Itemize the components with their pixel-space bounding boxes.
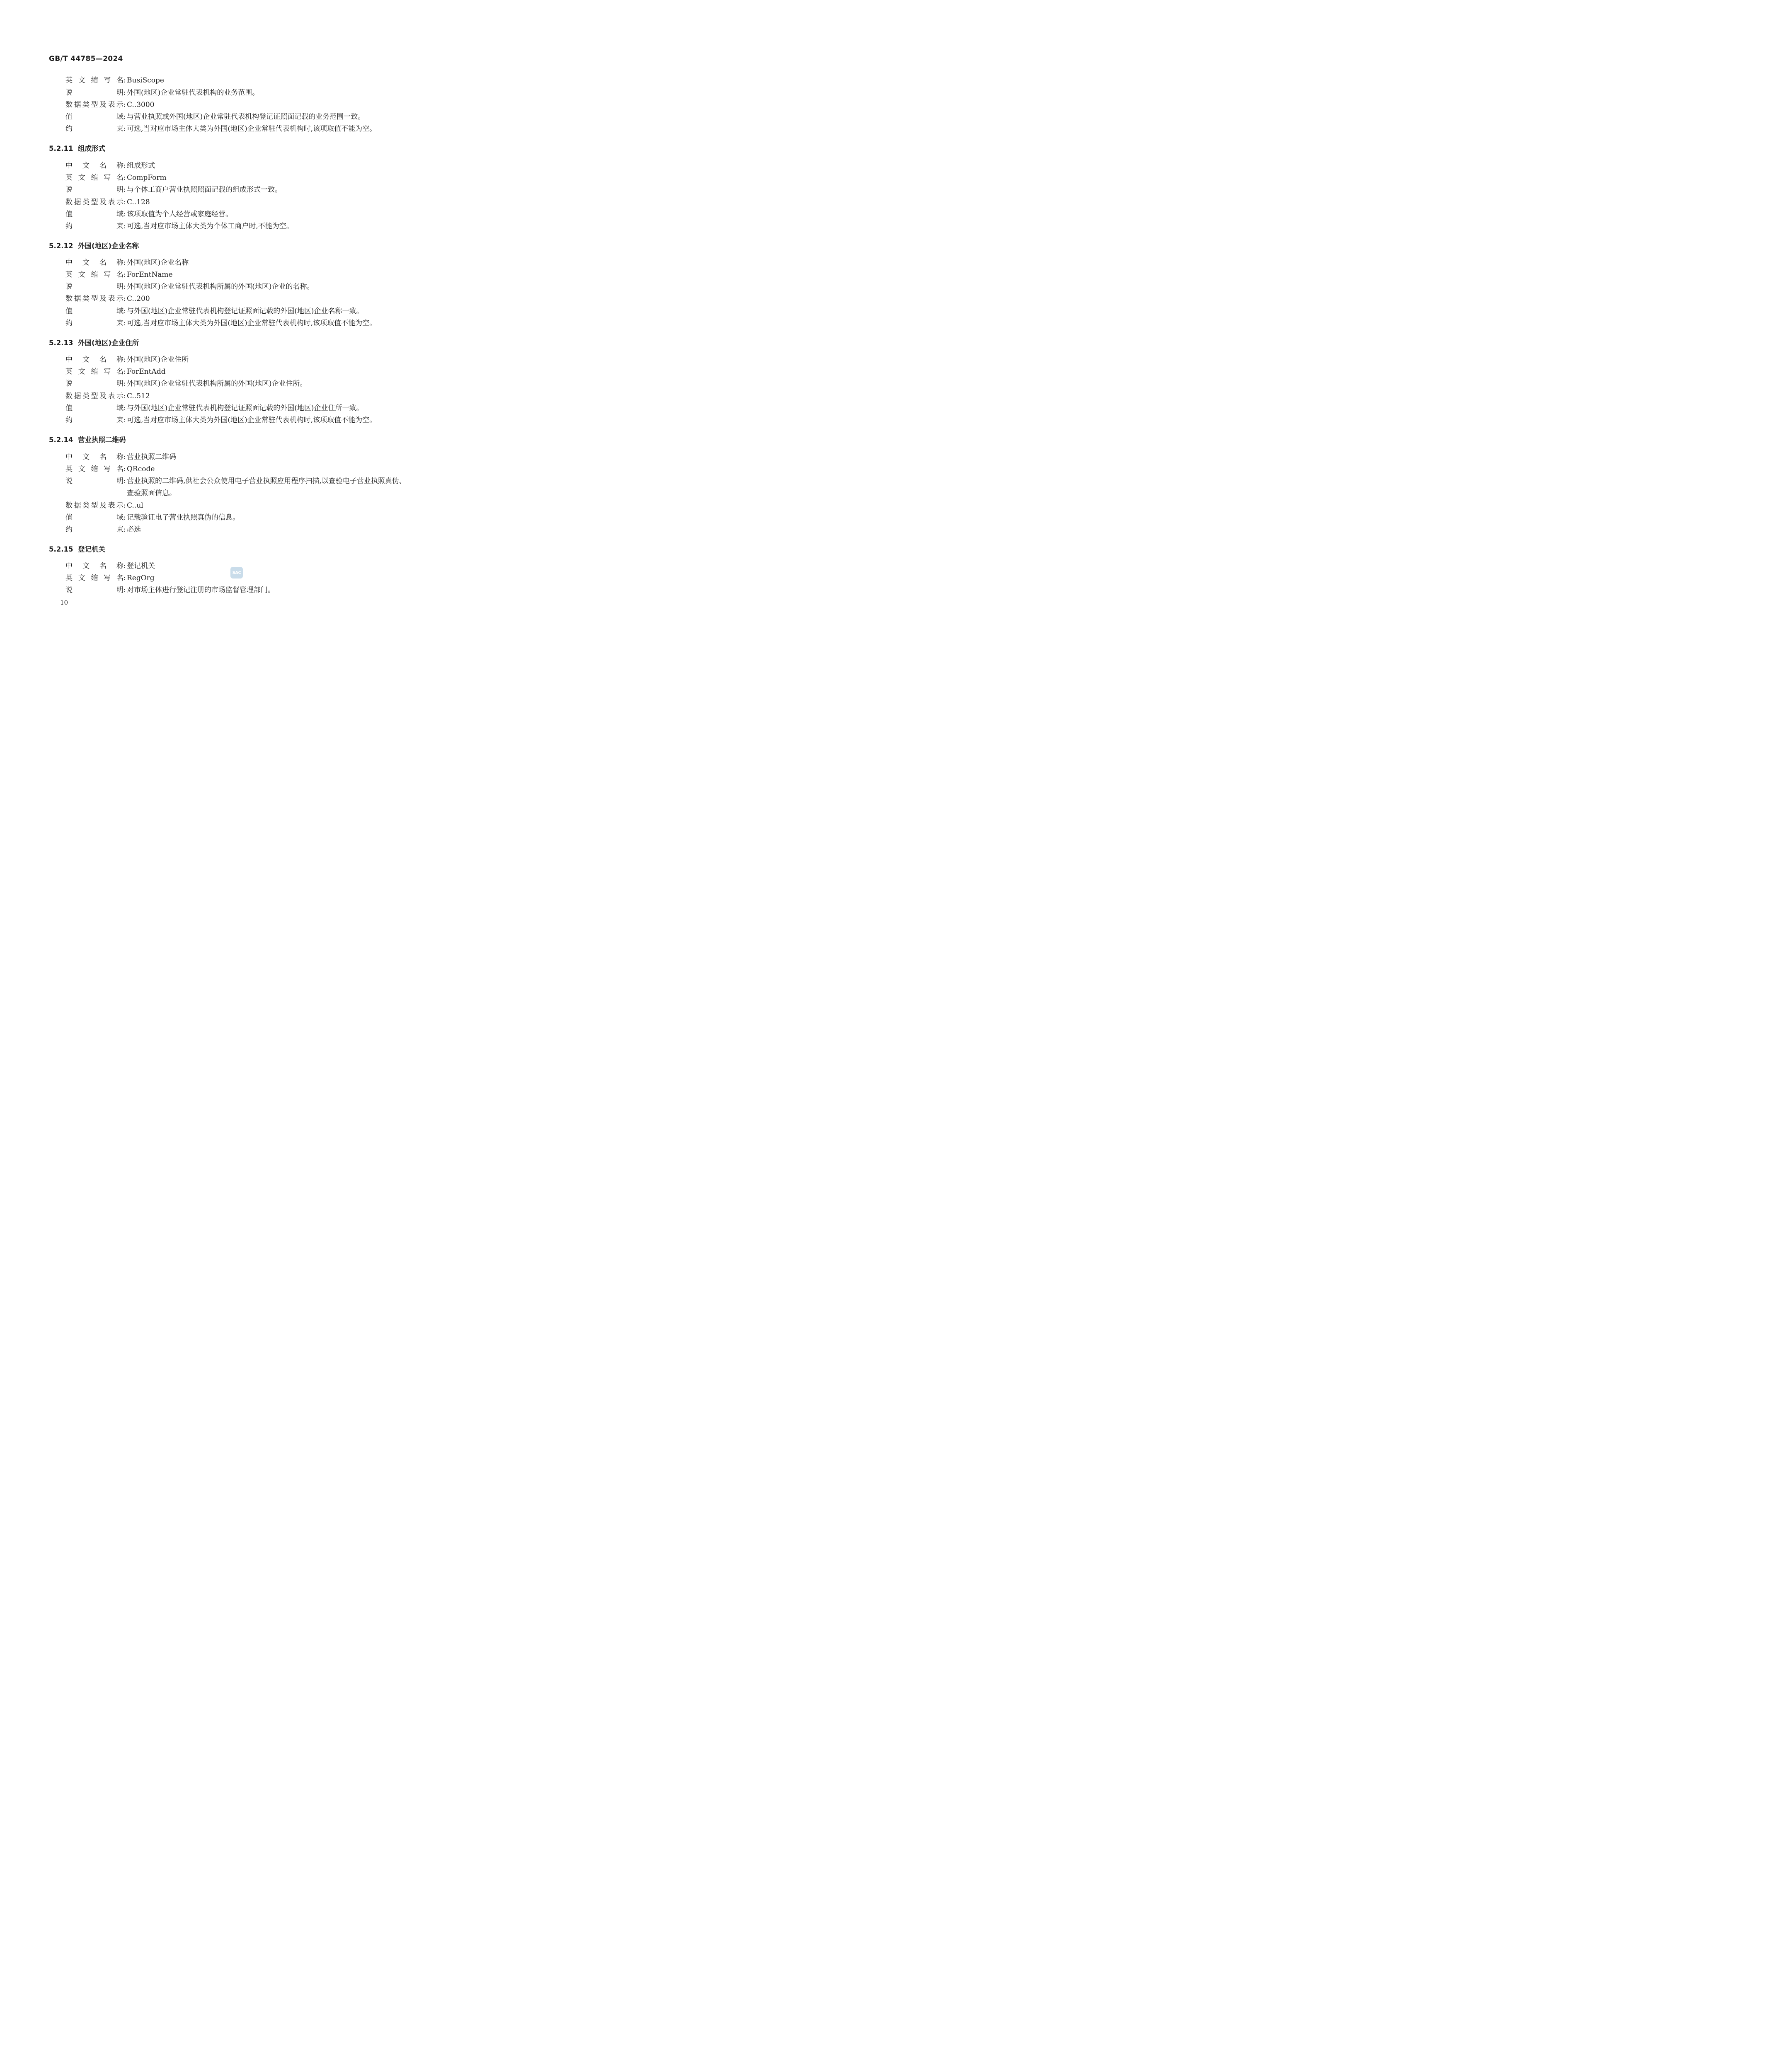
field-label-char: 文 bbox=[82, 453, 90, 461]
field-label-char: 数 bbox=[65, 101, 73, 109]
field-label-char: 类 bbox=[82, 501, 90, 510]
field-label-char: 及 bbox=[99, 198, 107, 206]
field-label-char: 束 bbox=[116, 125, 124, 133]
field-label-char: 文 bbox=[82, 162, 90, 170]
field-colon: : bbox=[124, 513, 126, 522]
field-label-char: 缩 bbox=[91, 368, 98, 376]
field-label-char: 写 bbox=[104, 465, 111, 473]
field-label-char: 文 bbox=[78, 174, 85, 182]
field-label-char: 约 bbox=[65, 525, 73, 534]
field-label-char: 类 bbox=[82, 198, 90, 206]
field-label-char: 明 bbox=[116, 89, 124, 97]
field-label-char: 值 bbox=[65, 113, 73, 121]
section-title: 营业执照二维码 bbox=[78, 436, 126, 444]
section-number: 5.2.14 bbox=[49, 436, 73, 444]
section-heading bbox=[49, 337, 139, 347]
field-value: C..3000 bbox=[127, 101, 155, 109]
field-colon: : bbox=[124, 186, 126, 194]
field-label-char: 称 bbox=[116, 356, 124, 364]
field-label-char: 缩 bbox=[91, 574, 98, 582]
field-colon: : bbox=[124, 295, 126, 303]
field-row bbox=[65, 390, 409, 402]
field-label-char: 英 bbox=[65, 271, 73, 279]
field-row bbox=[65, 196, 409, 208]
field-colon: : bbox=[124, 210, 126, 218]
field-label bbox=[65, 111, 124, 123]
field-value: C..ul bbox=[127, 501, 143, 510]
field-row bbox=[65, 463, 409, 475]
field-label-char: 表 bbox=[108, 295, 115, 303]
field-label bbox=[65, 451, 124, 463]
field-row bbox=[65, 75, 409, 87]
field-row bbox=[65, 123, 409, 135]
field-label bbox=[65, 208, 124, 220]
section-heading bbox=[49, 240, 139, 250]
field-label-char: 名 bbox=[116, 271, 124, 279]
field-label bbox=[65, 500, 124, 512]
field-label-char: 表 bbox=[108, 392, 115, 400]
field-value: 对市场主体进行登记注册的市场监督管理部门。 bbox=[127, 586, 275, 594]
field-label-char: 示 bbox=[116, 198, 124, 206]
field-label-char: 中 bbox=[65, 453, 73, 461]
field-label-char: 文 bbox=[82, 562, 90, 570]
field-row bbox=[65, 584, 409, 596]
field-label bbox=[65, 512, 124, 524]
field-label bbox=[65, 196, 124, 208]
field-value: 与外国(地区)企业常驻代表机构登记证照面记载的外国(地区)企业名称一致。 bbox=[127, 307, 363, 315]
field-value: QRcode bbox=[127, 465, 155, 473]
field-label bbox=[65, 123, 124, 135]
field-label-char: 约 bbox=[65, 125, 73, 133]
field-label-char: 据 bbox=[74, 101, 81, 109]
field-label-char: 域 bbox=[116, 210, 124, 218]
field-label bbox=[65, 414, 124, 426]
field-label-char: 文 bbox=[78, 368, 85, 376]
field-label-char: 明 bbox=[116, 186, 124, 194]
field-colon: : bbox=[124, 477, 126, 485]
field-row bbox=[65, 451, 409, 463]
field-label bbox=[65, 75, 124, 87]
field-label-char: 名 bbox=[99, 562, 107, 570]
field-label-char: 示 bbox=[116, 101, 124, 109]
field-label-char: 据 bbox=[74, 392, 81, 400]
field-label bbox=[65, 172, 124, 184]
field-label bbox=[65, 87, 124, 99]
field-label-char: 说 bbox=[65, 380, 73, 388]
field-value: 可选,当对应市场主体大类为外国(地区)企业常驻代表机构时,该项取值不能为空。 bbox=[127, 125, 377, 133]
field-label bbox=[65, 257, 124, 269]
field-label-char: 写 bbox=[104, 574, 111, 582]
field-label-char: 及 bbox=[99, 392, 107, 400]
field-value: 外国(地区)企业常驻代表机构的业务范围。 bbox=[127, 89, 259, 97]
field-value: 外国(地区)企业名称 bbox=[127, 259, 189, 267]
field-label-char: 英 bbox=[65, 574, 73, 582]
field-label-char: 示 bbox=[116, 392, 124, 400]
field-label bbox=[65, 281, 124, 293]
field-value: 记载验证电子营业执照真伪的信息。 bbox=[127, 513, 240, 522]
field-colon: : bbox=[124, 416, 126, 424]
field-label-char: 名 bbox=[116, 465, 124, 473]
field-colon: : bbox=[124, 562, 126, 570]
field-colon: : bbox=[124, 392, 126, 400]
field-label-char: 数 bbox=[65, 295, 73, 303]
field-value: CompForm bbox=[127, 174, 167, 182]
field-label-char: 型 bbox=[91, 295, 98, 303]
field-label-char: 文 bbox=[82, 259, 90, 267]
field-label-char: 中 bbox=[65, 356, 73, 364]
field-label-char: 束 bbox=[116, 416, 124, 424]
sac-watermark-logo: SAC bbox=[230, 567, 243, 579]
field-value: 组成形式 bbox=[127, 162, 155, 170]
field-label-char: 缩 bbox=[91, 174, 98, 182]
field-colon: : bbox=[124, 368, 126, 376]
field-colon: : bbox=[124, 356, 126, 364]
field-label bbox=[65, 293, 124, 305]
field-colon: : bbox=[124, 222, 126, 230]
field-label-char: 数 bbox=[65, 198, 73, 206]
section-number: 5.2.15 bbox=[49, 545, 73, 553]
field-label bbox=[65, 463, 124, 475]
field-label-char: 缩 bbox=[91, 465, 98, 473]
field-value: 可选,当对应市场主体大类为外国(地区)企业常驻代表机构时,该项取值不能为空。 bbox=[127, 416, 377, 424]
field-label bbox=[65, 354, 124, 366]
field-label bbox=[65, 99, 124, 111]
section-title: 组成形式 bbox=[78, 145, 105, 152]
section-number: 5.2.13 bbox=[49, 339, 73, 347]
field-row bbox=[65, 87, 409, 99]
field-colon: : bbox=[124, 283, 126, 291]
field-label-char: 型 bbox=[91, 392, 98, 400]
section-title: 外国(地区)企业住所 bbox=[78, 339, 139, 347]
field-row bbox=[65, 524, 409, 536]
field-row bbox=[65, 317, 409, 329]
field-label-char: 说 bbox=[65, 283, 73, 291]
field-label-char: 称 bbox=[116, 162, 124, 170]
field-label-char: 域 bbox=[116, 404, 124, 412]
field-colon: : bbox=[124, 259, 126, 267]
field-label-char: 说 bbox=[65, 477, 73, 485]
page-header-standard-code: GB/T 44785—2024 bbox=[49, 55, 123, 63]
field-label-char: 名 bbox=[116, 174, 124, 182]
field-value: 可选,当对应市场主体大类为个体工商户时,不能为空。 bbox=[127, 222, 293, 230]
field-colon: : bbox=[124, 453, 126, 461]
field-label bbox=[65, 184, 124, 196]
field-row bbox=[65, 378, 409, 390]
field-row bbox=[65, 402, 409, 414]
field-label-char: 约 bbox=[65, 416, 73, 424]
field-label-char: 示 bbox=[116, 295, 124, 303]
field-value: 必选 bbox=[127, 525, 141, 534]
field-label-char: 据 bbox=[74, 198, 81, 206]
section-heading bbox=[49, 434, 126, 444]
field-colon: : bbox=[124, 307, 126, 315]
field-label-char: 文 bbox=[78, 271, 85, 279]
field-row bbox=[65, 269, 409, 281]
field-label bbox=[65, 305, 124, 317]
field-label-char: 类 bbox=[82, 101, 90, 109]
field-label-char: 英 bbox=[65, 368, 73, 376]
field-label-char: 数 bbox=[65, 392, 73, 400]
field-colon: : bbox=[124, 162, 126, 170]
field-label-char: 值 bbox=[65, 307, 73, 315]
field-label-char: 名 bbox=[99, 356, 107, 364]
field-colon: : bbox=[124, 319, 126, 327]
field-colon: : bbox=[124, 586, 126, 594]
field-colon: : bbox=[124, 89, 126, 97]
field-label-char: 写 bbox=[104, 271, 111, 279]
field-colon: : bbox=[124, 174, 126, 182]
field-row bbox=[65, 257, 409, 269]
field-label-char: 及 bbox=[99, 501, 107, 510]
field-label-char: 说 bbox=[65, 89, 73, 97]
field-row bbox=[65, 220, 409, 232]
field-label-char: 称 bbox=[116, 562, 124, 570]
field-label-char: 英 bbox=[65, 465, 73, 473]
field-label-char: 中 bbox=[65, 562, 73, 570]
section-heading bbox=[49, 143, 105, 153]
field-label bbox=[65, 524, 124, 536]
field-label-char: 名 bbox=[99, 453, 107, 461]
field-label-char: 域 bbox=[116, 307, 124, 315]
field-label-char: 写 bbox=[104, 368, 111, 376]
field-label-char: 域 bbox=[116, 113, 124, 121]
field-label bbox=[65, 317, 124, 329]
field-label bbox=[65, 220, 124, 232]
field-colon: : bbox=[124, 380, 126, 388]
field-value: C..512 bbox=[127, 392, 150, 400]
field-label bbox=[65, 366, 124, 378]
field-label-char: 值 bbox=[65, 513, 73, 522]
field-label bbox=[65, 378, 124, 390]
field-label-char: 文 bbox=[78, 465, 85, 473]
field-colon: : bbox=[124, 465, 126, 473]
field-row bbox=[65, 184, 409, 196]
field-label bbox=[65, 402, 124, 414]
section-number: 5.2.12 bbox=[49, 242, 73, 250]
field-row bbox=[65, 414, 409, 426]
field-label-char: 中 bbox=[65, 259, 73, 267]
field-colon: : bbox=[124, 271, 126, 279]
section-number: 5.2.11 bbox=[49, 145, 73, 152]
field-label-char: 称 bbox=[116, 453, 124, 461]
field-value: 营业执照的二维码,供社会公众使用电子营业执照应用程序扫描,以查验电子营业执照真伪、查验照面信息。 bbox=[127, 477, 406, 497]
field-row bbox=[65, 293, 409, 305]
field-value: 外国(地区)企业住所 bbox=[127, 356, 189, 364]
field-label-char: 明 bbox=[116, 586, 124, 594]
page-number: 10 bbox=[60, 599, 68, 606]
field-label-char: 中 bbox=[65, 162, 73, 170]
field-label bbox=[65, 475, 124, 499]
field-label-char: 示 bbox=[116, 501, 124, 510]
field-label-char: 名 bbox=[116, 368, 124, 376]
field-value: 与个体工商户营业执照照面记载的组成形式一致。 bbox=[127, 186, 282, 194]
field-label-char: 约 bbox=[65, 319, 73, 327]
field-label-char: 缩 bbox=[91, 76, 98, 85]
field-label bbox=[65, 269, 124, 281]
field-label-char: 明 bbox=[116, 380, 124, 388]
field-label-char: 束 bbox=[116, 525, 124, 534]
field-colon: : bbox=[124, 501, 126, 510]
field-colon: : bbox=[124, 404, 126, 412]
field-row bbox=[65, 500, 409, 512]
field-colon: : bbox=[124, 101, 126, 109]
field-label-char: 缩 bbox=[91, 271, 98, 279]
field-row bbox=[65, 512, 409, 524]
field-colon: : bbox=[124, 525, 126, 534]
field-label-char: 及 bbox=[99, 101, 107, 109]
field-label-char: 表 bbox=[108, 501, 115, 510]
field-colon: : bbox=[124, 113, 126, 121]
field-row bbox=[65, 172, 409, 184]
field-row bbox=[65, 99, 409, 111]
field-row bbox=[65, 111, 409, 123]
field-label-char: 明 bbox=[116, 477, 124, 485]
field-label-char: 文 bbox=[82, 356, 90, 364]
field-label-char: 域 bbox=[116, 513, 124, 522]
field-colon: : bbox=[124, 76, 126, 85]
field-row bbox=[65, 208, 409, 220]
field-label-char: 名 bbox=[99, 162, 107, 170]
field-label bbox=[65, 560, 124, 572]
field-label-char: 值 bbox=[65, 404, 73, 412]
section-heading bbox=[49, 544, 105, 554]
field-label-char: 数 bbox=[65, 501, 73, 510]
field-label-char: 类 bbox=[82, 392, 90, 400]
field-value: ForEntName bbox=[127, 271, 173, 279]
field-label-char: 称 bbox=[116, 259, 124, 267]
field-label-char: 说 bbox=[65, 586, 73, 594]
field-value: ForEntAdd bbox=[127, 368, 166, 376]
section-title: 外国(地区)企业名称 bbox=[78, 242, 139, 250]
field-label-char: 明 bbox=[116, 283, 124, 291]
field-label-char: 束 bbox=[116, 222, 124, 230]
field-label-char: 名 bbox=[99, 259, 107, 267]
field-colon: : bbox=[124, 574, 126, 582]
field-value: 营业执照二维码 bbox=[127, 453, 176, 461]
field-label-char: 英 bbox=[65, 174, 73, 182]
field-label-char: 表 bbox=[108, 198, 115, 206]
field-value: 外国(地区)企业常驻代表机构所属的外国(地区)企业住所。 bbox=[127, 380, 307, 388]
field-value: 与外国(地区)企业常驻代表机构登记证照面记载的外国(地区)企业住所一致。 bbox=[127, 404, 363, 412]
field-label-char: 文 bbox=[78, 574, 85, 582]
field-label bbox=[65, 572, 124, 584]
field-row bbox=[65, 305, 409, 317]
field-value: C..200 bbox=[127, 295, 150, 303]
field-label-char: 英 bbox=[65, 76, 73, 85]
field-value: 可选,当对应市场主体大类为外国(地区)企业常驻代表机构时,该项取值不能为空。 bbox=[127, 319, 377, 327]
field-label bbox=[65, 584, 124, 596]
field-row bbox=[65, 475, 409, 499]
field-label-char: 型 bbox=[91, 101, 98, 109]
field-value: 登记机关 bbox=[127, 562, 155, 570]
field-label-char: 及 bbox=[99, 295, 107, 303]
field-value: RegOrg bbox=[127, 574, 155, 582]
field-label-char: 文 bbox=[78, 76, 85, 85]
field-label-char: 说 bbox=[65, 186, 73, 194]
field-label bbox=[65, 160, 124, 172]
field-label-char: 名 bbox=[116, 76, 124, 85]
field-row bbox=[65, 281, 409, 293]
field-value: 外国(地区)企业常驻代表机构所属的外国(地区)企业的名称。 bbox=[127, 283, 314, 291]
field-row bbox=[65, 366, 409, 378]
field-row bbox=[65, 160, 409, 172]
field-label-char: 束 bbox=[116, 319, 124, 327]
field-value: 该项取值为个人经营或家庭经营。 bbox=[127, 210, 233, 218]
section-title: 登记机关 bbox=[78, 545, 105, 553]
field-label-char: 写 bbox=[104, 76, 111, 85]
field-row bbox=[65, 354, 409, 366]
field-label-char: 约 bbox=[65, 222, 73, 230]
field-label-char: 型 bbox=[91, 501, 98, 510]
field-value: 与营业执照或外国(地区)企业常驻代表机构登记证照面记载的业务范围一致。 bbox=[127, 113, 365, 121]
field-label-char: 名 bbox=[116, 574, 124, 582]
field-label-char: 写 bbox=[104, 174, 111, 182]
field-label-char: 型 bbox=[91, 198, 98, 206]
field-colon: : bbox=[124, 125, 126, 133]
field-value: BusiScope bbox=[127, 76, 164, 85]
field-label-char: 类 bbox=[82, 295, 90, 303]
field-value: C..128 bbox=[127, 198, 150, 206]
field-label-char: 据 bbox=[74, 501, 81, 510]
field-colon: : bbox=[124, 198, 126, 206]
field-label-char: 表 bbox=[108, 101, 115, 109]
field-label-char: 据 bbox=[74, 295, 81, 303]
field-label-char: 值 bbox=[65, 210, 73, 218]
field-label bbox=[65, 390, 124, 402]
